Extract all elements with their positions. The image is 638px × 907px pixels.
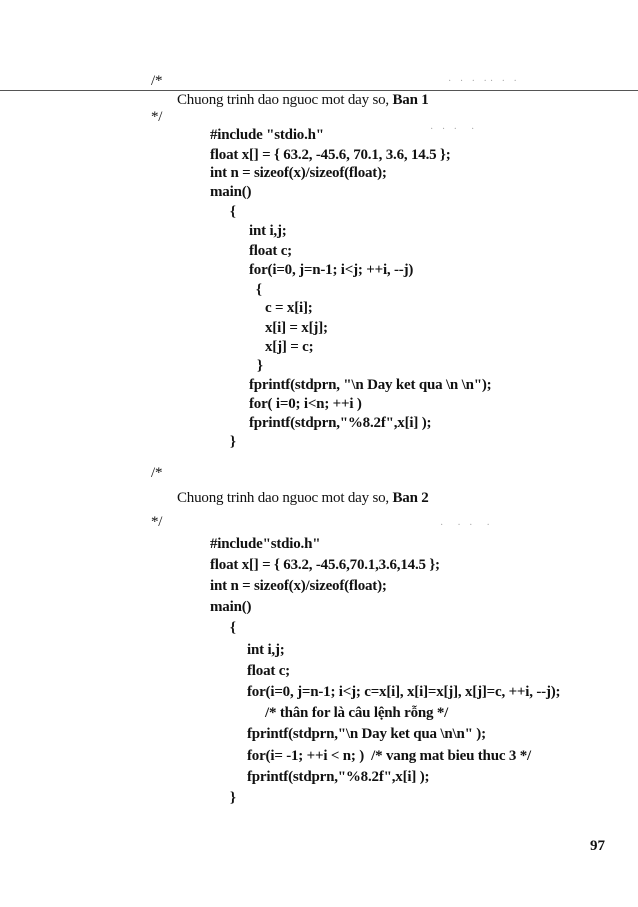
version-label: Ban 2 (392, 490, 429, 506)
code-line: for( i=0; i<n; ++i ) (249, 396, 362, 412)
code-line: { (230, 204, 236, 220)
page-number: 97 (590, 838, 605, 854)
program-title-2 (177, 489, 429, 507)
program-title-text: Chuong trinh dao nguoc mot day so, (177, 490, 393, 506)
code-line: float x[] = { 63.2, -45.6, 70.1, 3.6, 14.5 }; (210, 147, 451, 163)
code-line: int n = sizeof(x)/sizeof(float); (210, 578, 387, 594)
scan-noise: · · · · (440, 520, 493, 531)
code-line: fprintf(stdprn,"%8.2f",x[i] ); (247, 769, 430, 785)
code-line: float c; (247, 663, 290, 679)
code-line: c = x[i]; (265, 300, 313, 316)
code-line: for(i=0, j=n-1; i<j; ++i, --j) (249, 262, 414, 278)
code-line: #include"stdio.h" (210, 536, 321, 552)
code-line: int n = sizeof(x)/sizeof(float); (210, 165, 387, 181)
code-line: fprintf(stdprn, "\n Day ket qua \n \n"); (249, 377, 492, 393)
code-line: x[i] = x[j]; (265, 320, 328, 336)
code-line: main() (210, 599, 252, 615)
comment-close-1: */ (151, 109, 163, 125)
code-line: } (230, 790, 236, 806)
code-line: { (230, 620, 236, 636)
comment-close-2: */ (151, 514, 163, 530)
code-line: float c; (249, 243, 292, 259)
code-line: } (257, 358, 263, 374)
code-line: main() (210, 184, 252, 200)
comment-open-1: /* (151, 73, 163, 89)
scan-noise: · · · · (430, 124, 478, 135)
code-line: int i,j; (247, 642, 285, 658)
code-line: fprintf(stdprn,"\n Day ket qua \n\n" ); (247, 726, 486, 742)
code-line: #include "stdio.h" (210, 127, 324, 143)
code-line: int i,j; (249, 223, 287, 239)
program-title-1 (177, 91, 429, 109)
code-line: { (256, 282, 262, 298)
code-line: for(i=0, j=n-1; i<j; c=x[i], x[i]=x[j], x[j]=c, ++i, --j); (247, 684, 561, 700)
code-line: for(i= -1; ++i < n; ) /* vang mat bieu thuc 3 */ (247, 748, 531, 764)
code-line: fprintf(stdprn,"%8.2f",x[i] ); (249, 415, 432, 431)
program-title-text: Chuong trinh dao nguoc mot day so, (177, 92, 393, 108)
version-label: Ban 1 (392, 92, 429, 108)
code-line: } (230, 434, 236, 450)
code-line: x[j] = c; (265, 339, 314, 355)
code-line: float x[] = { 63.2, -45.6,70.1,3.6,14.5 }; (210, 557, 440, 573)
code-comment-line: /* thân for là câu lệnh rỗng */ (265, 705, 449, 721)
comment-open-2: /* (151, 465, 163, 481)
scan-noise: · · · ·· · · (448, 76, 520, 87)
